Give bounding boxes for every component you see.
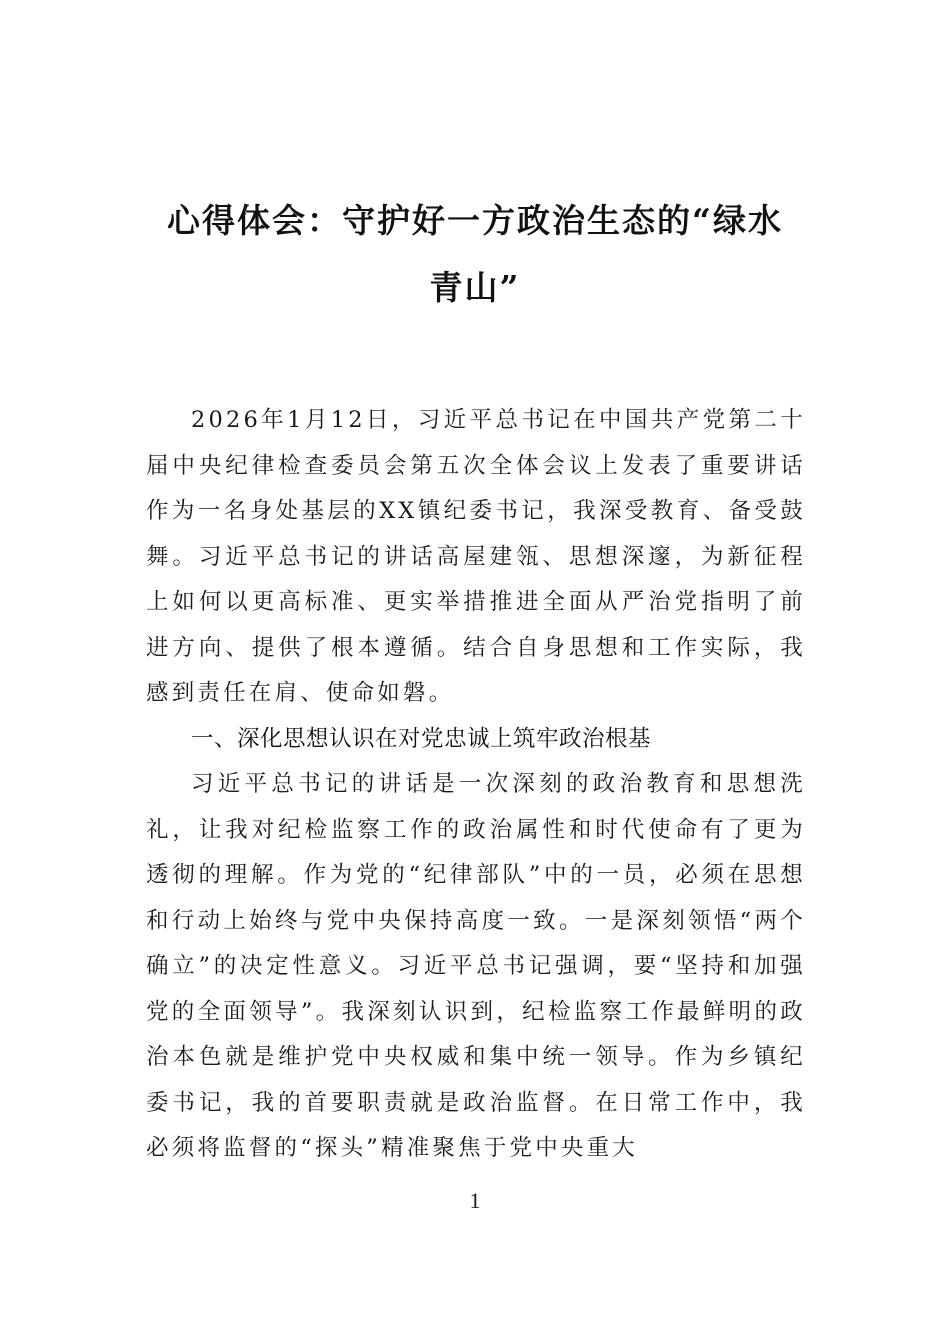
section-1-heading: 一、深化思想认识在对党忠诚上筑牢政治根基 — [191, 725, 652, 752]
document-title-line-2: 青山” — [429, 268, 521, 307]
page-number: 1 — [469, 1188, 481, 1213]
document-title-line-1: 心得体会：守护好一方政治生态的“绿水 — [167, 201, 783, 240]
intro-paragraph: 2026年1月12日，习近平总书记在中国共产党第二十届中央纪律检查委员会第五次全体会议上发表了重要讲话作为一名身处基层的XX镇纪委书记，我深受教育、备受鼓舞。习近平总书记的讲话高屋建瓴、思想深邃，为新征程上如何以更高标准、更实举措推进全面从严治党指明了前进方向、提供了根本遵循。结合自身思想和工作实际，我感到责任在肩、使命如磐。 — [146, 407, 806, 706]
section-1-paragraph: 习近平总书记的讲话是一次深刻的政治教育和思想洗礼，让我对纪检监察工作的政治属性和时代使命有了更为透彻的理解。作为党的“纪律部队”中的一员，必须在思想和行动上始终与党中央保持高度一致。一是深刻领悟“两个确立”的决定性意义。习近平总书记强调，要“坚持和加强党的全面领导”。我深刻认识到，纪检监察工作最鲜明的政治本色就是维护党中央权威和集中统一领导。作为乡镇纪委书记，我的首要职责就是政治监督。在日常工作中，我必须将监督的“探头”精准聚焦于党中央重大 — [146, 771, 806, 1161]
document-body — [146, 398, 806, 1172]
